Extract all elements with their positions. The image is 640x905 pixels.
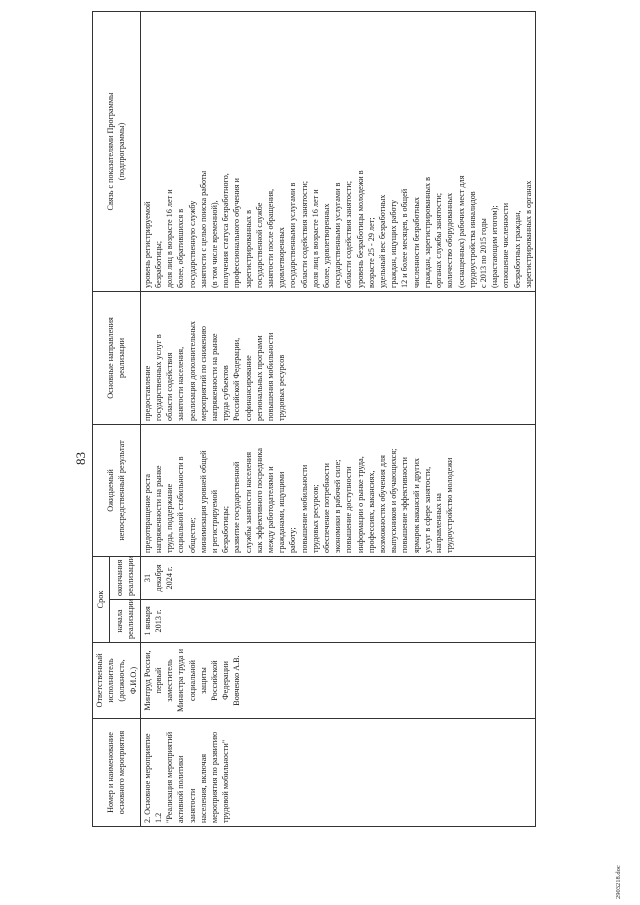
header-term-end: окончания реализации [110, 556, 141, 599]
cell-number-name [140, 719, 535, 827]
page-number: 83 [73, 452, 88, 465]
header-term: Срок [93, 556, 110, 642]
header-term-start: начала реализации [110, 600, 141, 643]
activities-table [92, 11, 536, 827]
header-responsible: Ответственный исполнитель (должность, Ф.И.О.) [93, 643, 141, 719]
header-link: Связь с показателями Программы (подпрограммы) [93, 11, 141, 291]
cell-directions: предоставление государственных услуг в области содействия занятости населения, реализация дополнительных мероприятий по снижению напряженности на рынке труда субъектов Российской Федерации, софинансирование региональных программ повышения мобильности трудовых ресурсов [140, 291, 535, 424]
table-row [140, 11, 535, 826]
header-directions: Основные направления реализации [93, 291, 141, 424]
header-number-name: Номер и наименование основного мероприятия [93, 719, 141, 827]
cell-program-link: уровень регистрируемой безработицы; доля лиц в возрасте 16 лет и более, обратившихся в государственную службу занятости с целью поиска работы (в том числе временной), получения статуса безработного, профессионального обучения и зарегистрированных в государственной службе занятости после обращения, удовлетворенных государственными услугами в области содействия занятости; доля лиц в возрасте 16 лет и более, удовлетворенных государственными услугами в области содействия занятости; уровень безработицы молодежи в возрасте 25 - 29 лет; удельный вес безработных граждан, ищущих работу 12 и более месяцев, в общей численности безработных граждан, зарегистрированных в органах службы занятости; количество оборудованных (оснащенных) рабочих мест для трудоустройства инвалидов с 2013 по 2015 годы (нарастающим итогом); отношение численности безработных граждан, зарегистрированных в органах [140, 11, 535, 291]
cell-end-date: 31 декабря 2024 г. [140, 556, 535, 599]
row-number: 2. [142, 816, 152, 823]
document-code: 2903218.doc [615, 865, 622, 899]
cell-responsible: Минтруд России, первый заместитель Министра труда и социальной защиты Российской Федерации Вовченко А.В. [140, 643, 535, 719]
header-result: Ожидаемый непосредственный результат [93, 424, 141, 556]
activity-name: Основное мероприятие 1.2 "Реализация мероприятий активной политики занятости населения, включая мероприятия по развитию трудовой мобильности" [142, 731, 231, 823]
cell-expected-result: предотвращение роста напряженности на рынке труда, поддержание социальной стабильности в обществе; минимизация уровней общей и регистрируемой безработицы; развитие государственной службы занятости населения как эффективного посредника между работодателями и гражданами, ищущими работу; повышение мобильности трудовых ресурсов; обеспечение потребности экономики в рабочей силе; повышение доступности информации о рынке труда, профессиях, вакансиях, возможностях обучения для выпускников и обучающихся; повышение эффективности ярмарок вакансий и других услуг в сфере занятости, направленных на трудоустройство молодежи [140, 424, 535, 556]
cell-start-date: 1 января 2013 г. [140, 600, 535, 643]
table-header-row [93, 11, 110, 826]
